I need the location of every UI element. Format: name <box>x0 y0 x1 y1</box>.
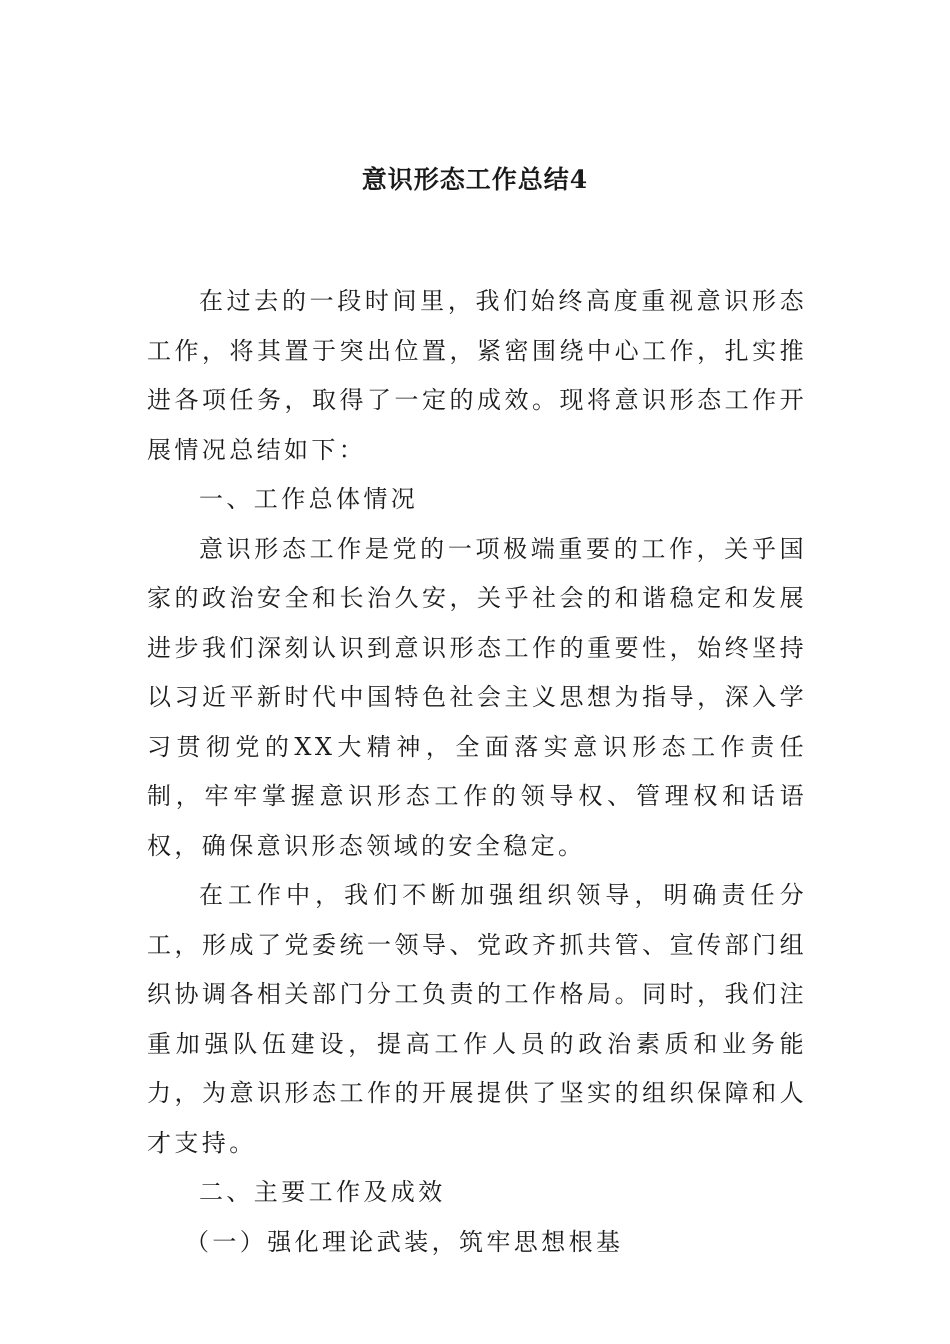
section-1-heading: 一、工作总体情况 <box>199 485 419 513</box>
intro-paragraph: 在过去的一段时间里，我们始终高度重视意识形态工作，将其置于突出位置，紧密围绕中心工作，扎实推进各项任务，取得了一定的成效。现将意识形态工作开展情况总结如下： <box>147 287 807 464</box>
section-1-paragraph-1: 意识形态工作是党的一项极端重要的工作，关乎国家的政治安全和长治久安，关乎社会的和谐稳定和发展进步我们深刻认识到意识形态工作的重要性，始终坚持以习近平新时代中国特色社会主义思想为指导，深入学习贯彻党的XX大精神，全面落实意识形态工作责任制，牢牢掌握意识形态工作的领导权、管理权和话语权，确保意识形态领域的安全稳定。 <box>147 534 807 860</box>
document-body <box>147 277 807 1267</box>
section-2-subheading-1: （一）强化理论武装，筑牢思想根基 <box>185 1227 624 1256</box>
section-2-heading: 二、主要工作及成效 <box>199 1178 446 1206</box>
section-1-paragraph-2: 在工作中，我们不断加强组织领导，明确责任分工，形成了党委统一领导、党政齐抓共管、宣传部门组织协调各相关部门分工负责的工作格局。同时，我们注重加强队伍建设，提高工作人员的政治素质和业务能力，为意识形态工作的开展提供了坚实的组织保障和人才支持。 <box>147 881 807 1157</box>
document-title: 意识形态工作总结4 <box>361 165 589 194</box>
